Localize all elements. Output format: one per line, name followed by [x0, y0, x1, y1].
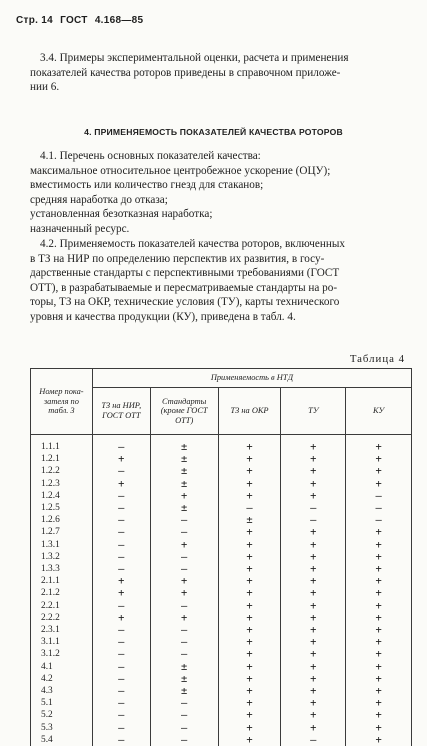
applicability-mark-cell: +: [218, 734, 281, 746]
table-row: [31, 600, 412, 612]
applicability-mark-cell: +: [346, 722, 412, 734]
applicability-mark-cell: +: [218, 575, 281, 587]
table-row: [31, 526, 412, 538]
applicability-mark-cell: +: [346, 734, 412, 746]
paragraph-3-4: [30, 51, 409, 95]
row-number-cell: 5.2: [31, 709, 93, 721]
table-row: [31, 636, 412, 648]
applicability-mark-cell: —: [150, 697, 218, 709]
row-number-cell: 5.3: [31, 722, 93, 734]
applicability-mark-cell: —: [218, 502, 281, 514]
applicability-mark-cell: ±: [150, 465, 218, 477]
text-line: в ТЗ на НИР по определению перспектив их развития, в госу-: [30, 252, 409, 267]
applicability-mark-cell: —: [346, 514, 412, 526]
text-line: установленная безотказная наработка;: [30, 207, 409, 222]
applicability-mark-cell: —: [92, 526, 150, 538]
applicability-mark-cell: +: [346, 563, 412, 575]
applicability-mark-cell: —: [281, 734, 346, 746]
row-number-cell: 1.3.2: [31, 551, 93, 563]
row-number-cell: 1.2.7: [31, 526, 93, 538]
applicability-mark-cell: +: [218, 648, 281, 660]
applicability-mark-cell: +: [346, 709, 412, 721]
column-header: КУ: [346, 388, 412, 435]
text-line: вместимость или количество гнезд для стаканов;: [30, 178, 409, 193]
table-row: [31, 624, 412, 636]
applicability-mark-cell: +: [281, 551, 346, 563]
table-row: [31, 673, 412, 685]
applicability-mark-cell: +: [281, 697, 346, 709]
row-number-cell: 1.2.6: [31, 514, 93, 526]
applicability-mark-cell: ±: [150, 661, 218, 673]
table-row: [31, 539, 412, 551]
applicability-mark-cell: +: [281, 435, 346, 454]
applicability-mark-cell: +: [346, 697, 412, 709]
applicability-mark-cell: +: [218, 465, 281, 477]
applicability-mark-cell: +: [346, 587, 412, 599]
applicability-mark-cell: —: [92, 539, 150, 551]
text-line: 4.2. Применяемость показателей качества роторов, включенных: [30, 237, 409, 252]
applicability-mark-cell: —: [92, 502, 150, 514]
table-row: [31, 612, 412, 624]
applicability-mark-cell: +: [218, 709, 281, 721]
applicability-table: [30, 368, 412, 746]
table-row: [31, 490, 412, 502]
column-header: ТЗ на ОКР: [218, 388, 281, 435]
applicability-mark-cell: —: [92, 551, 150, 563]
text-line: нии 6.: [30, 80, 409, 95]
table-row: [31, 734, 412, 746]
applicability-mark-cell: +: [346, 600, 412, 612]
applicability-mark-cell: +: [281, 490, 346, 502]
table-row: [31, 465, 412, 477]
applicability-mark-cell: +: [281, 685, 346, 697]
applicability-mark-cell: +: [218, 490, 281, 502]
applicability-mark-cell: +: [346, 526, 412, 538]
applicability-mark-cell: +: [218, 624, 281, 636]
group-header: Применяемость в НТД: [92, 369, 411, 388]
applicability-mark-cell: +: [281, 465, 346, 477]
applicability-mark-cell: —: [150, 514, 218, 526]
text-line: средняя наработка до отказа;: [30, 193, 409, 208]
row-number-cell: 3.1.2: [31, 648, 93, 660]
applicability-mark-cell: —: [92, 435, 150, 454]
applicability-mark-cell: +: [346, 478, 412, 490]
applicability-mark-cell: —: [150, 722, 218, 734]
row-number-cell: 5.1: [31, 697, 93, 709]
applicability-mark-cell: +: [150, 490, 218, 502]
applicability-mark-cell: +: [346, 685, 412, 697]
text-line: назначенный ресурс.: [30, 222, 409, 237]
applicability-mark-cell: +: [281, 539, 346, 551]
table-body: [31, 435, 412, 746]
applicability-mark-cell: +: [92, 575, 150, 587]
applicability-mark-cell: +: [346, 435, 412, 454]
applicability-mark-cell: +: [281, 453, 346, 465]
applicability-mark-cell: ±: [150, 502, 218, 514]
applicability-mark-cell: +: [218, 673, 281, 685]
applicability-mark-cell: —: [92, 490, 150, 502]
paragraph-4-1: [30, 149, 409, 237]
applicability-mark-cell: +: [281, 722, 346, 734]
applicability-mark-cell: +: [346, 465, 412, 477]
applicability-mark-cell: —: [346, 490, 412, 502]
applicability-mark-cell: +: [218, 526, 281, 538]
applicability-mark-cell: —: [281, 502, 346, 514]
applicability-mark-cell: +: [346, 453, 412, 465]
applicability-mark-cell: +: [346, 673, 412, 685]
text-line: дарственные стандарты с перспективными требованиями (ГОСТ: [30, 266, 409, 281]
applicability-mark-cell: +: [150, 575, 218, 587]
row-number-cell: 4.1: [31, 661, 93, 673]
column-header: ТУ: [281, 388, 346, 435]
applicability-mark-cell: +: [281, 673, 346, 685]
applicability-mark-cell: —: [92, 648, 150, 660]
applicability-mark-cell: +: [218, 435, 281, 454]
table-row: [31, 575, 412, 587]
applicability-mark-cell: +: [150, 587, 218, 599]
row-number-cell: 4.2: [31, 673, 93, 685]
applicability-mark-cell: +: [281, 526, 346, 538]
row-number-cell: 2.2.2: [31, 612, 93, 624]
row-number-cell: 2.3.1: [31, 624, 93, 636]
table-row: [31, 478, 412, 490]
applicability-mark-cell: +: [92, 453, 150, 465]
table-row: [31, 685, 412, 697]
row-number-cell: 1.3.1: [31, 539, 93, 551]
table-row: [31, 587, 412, 599]
applicability-mark-cell: —: [150, 624, 218, 636]
applicability-mark-cell: —: [92, 624, 150, 636]
applicability-mark-cell: +: [346, 612, 412, 624]
row-number-cell: 1.2.3: [31, 478, 93, 490]
standard-number: 4.168—85: [95, 15, 144, 26]
row-number-cell: 1.2.2: [31, 465, 93, 477]
applicability-mark-cell: —: [92, 685, 150, 697]
applicability-mark-cell: +: [346, 539, 412, 551]
applicability-mark-cell: +: [92, 478, 150, 490]
applicability-mark-cell: +: [281, 600, 346, 612]
table-row: [31, 453, 412, 465]
applicability-mark-cell: +: [92, 612, 150, 624]
text-line: 4.1. Перечень основных показателей качества:: [30, 149, 409, 164]
column-header: ТЗ на НИР, ГОСТ ОТТ: [92, 388, 150, 435]
row-number-cell: 2.1.1: [31, 575, 93, 587]
applicability-mark-cell: ±: [150, 478, 218, 490]
applicability-mark-cell: —: [92, 709, 150, 721]
applicability-mark-cell: +: [346, 551, 412, 563]
applicability-mark-cell: —: [92, 697, 150, 709]
applicability-mark-cell: +: [218, 612, 281, 624]
applicability-mark-cell: +: [281, 478, 346, 490]
row-number-cell: 1.2.1: [31, 453, 93, 465]
applicability-mark-cell: +: [281, 575, 346, 587]
row-number-cell: 3.1.1: [31, 636, 93, 648]
applicability-mark-cell: +: [346, 648, 412, 660]
applicability-mark-cell: +: [346, 624, 412, 636]
applicability-mark-cell: —: [92, 563, 150, 575]
applicability-mark-cell: —: [150, 636, 218, 648]
applicability-mark-cell: +: [150, 539, 218, 551]
applicability-mark-cell: —: [92, 514, 150, 526]
applicability-mark-cell: —: [150, 600, 218, 612]
applicability-mark-cell: —: [92, 722, 150, 734]
applicability-mark-cell: —: [92, 600, 150, 612]
applicability-mark-cell: —: [150, 734, 218, 746]
applicability-mark-cell: ±: [150, 685, 218, 697]
applicability-mark-cell: +: [150, 612, 218, 624]
applicability-mark-cell: +: [281, 709, 346, 721]
applicability-mark-cell: —: [92, 661, 150, 673]
applicability-mark-cell: —: [346, 502, 412, 514]
text-line: торы, ТЗ на ОКР, технические условия (ТУ), карты технического: [30, 295, 409, 310]
applicability-mark-cell: —: [150, 648, 218, 660]
applicability-mark-cell: +: [218, 636, 281, 648]
row-number-cell: 2.2.1: [31, 600, 93, 612]
text-line: уровня и качества продукции (КУ), приведена в табл. 4.: [30, 310, 409, 325]
table-row: [31, 563, 412, 575]
table-caption: Таблица 4: [350, 353, 405, 365]
applicability-mark-cell: +: [281, 587, 346, 599]
table-row: [31, 722, 412, 734]
applicability-mark-cell: —: [281, 514, 346, 526]
applicability-mark-cell: +: [218, 661, 281, 673]
applicability-mark-cell: ±: [218, 514, 281, 526]
applicability-mark-cell: +: [281, 661, 346, 673]
applicability-mark-cell: —: [150, 709, 218, 721]
table-row: [31, 435, 412, 454]
row-number-cell: 1.1.1: [31, 435, 93, 454]
table-row: [31, 661, 412, 673]
table-row: [31, 697, 412, 709]
text-line: максимальное относительное центробежное ускорение (ОЦУ);: [30, 164, 409, 179]
row-number-cell: 5.4: [31, 734, 93, 746]
row-number-header: Номер пока- зателя по табл. 3: [31, 369, 93, 435]
applicability-mark-cell: +: [92, 587, 150, 599]
applicability-mark-cell: +: [218, 551, 281, 563]
applicability-mark-cell: +: [218, 697, 281, 709]
applicability-mark-cell: +: [218, 587, 281, 599]
table-row: [31, 551, 412, 563]
applicability-mark-cell: —: [150, 563, 218, 575]
table-row: [31, 648, 412, 660]
applicability-mark-cell: —: [150, 551, 218, 563]
applicability-mark-cell: +: [218, 453, 281, 465]
applicability-mark-cell: ±: [150, 673, 218, 685]
applicability-mark-cell: —: [92, 465, 150, 477]
applicability-mark-cell: +: [346, 636, 412, 648]
applicability-mark-cell: +: [281, 624, 346, 636]
applicability-mark-cell: —: [92, 636, 150, 648]
applicability-mark-cell: +: [218, 600, 281, 612]
applicability-mark-cell: —: [92, 673, 150, 685]
row-number-cell: 4.3: [31, 685, 93, 697]
applicability-mark-cell: +: [218, 539, 281, 551]
applicability-mark-cell: +: [346, 661, 412, 673]
applicability-mark-cell: ±: [150, 453, 218, 465]
table-row: [31, 502, 412, 514]
text-line: 3.4. Примеры экспериментальной оценки, расчета и применения: [30, 51, 409, 66]
column-header: Стандарты (кроме ГОСТ ОТТ): [150, 388, 218, 435]
applicability-mark-cell: +: [218, 685, 281, 697]
applicability-mark-cell: —: [150, 526, 218, 538]
table-row: [31, 709, 412, 721]
applicability-mark-cell: +: [218, 478, 281, 490]
applicability-mark-cell: +: [218, 563, 281, 575]
applicability-mark-cell: ±: [150, 435, 218, 454]
page-header: [16, 15, 143, 26]
text-line: показателей качества роторов приведены в справочном приложе-: [30, 66, 409, 81]
applicability-mark-cell: —: [92, 734, 150, 746]
row-number-cell: 1.3.3: [31, 563, 93, 575]
applicability-mark-cell: +: [218, 722, 281, 734]
table-row: [31, 514, 412, 526]
row-number-cell: 1.2.5: [31, 502, 93, 514]
paragraph-4-2: [30, 237, 409, 325]
text-line: ОТТ), в разрабатываемые и пересматриваемые стандарты на ро-: [30, 281, 409, 296]
section-title: 4. ПРИМЕНЯЕМОСТЬ ПОКАЗАТЕЛЕЙ КАЧЕСТВА РОТОРОВ: [0, 127, 427, 137]
row-number-cell: 2.1.2: [31, 587, 93, 599]
standard-label: ГОСТ: [60, 15, 88, 26]
page-number: Стр. 14: [16, 15, 53, 26]
applicability-mark-cell: +: [281, 612, 346, 624]
applicability-mark-cell: +: [281, 648, 346, 660]
applicability-mark-cell: +: [346, 575, 412, 587]
row-number-cell: 1.2.4: [31, 490, 93, 502]
applicability-mark-cell: +: [281, 563, 346, 575]
applicability-mark-cell: +: [281, 636, 346, 648]
